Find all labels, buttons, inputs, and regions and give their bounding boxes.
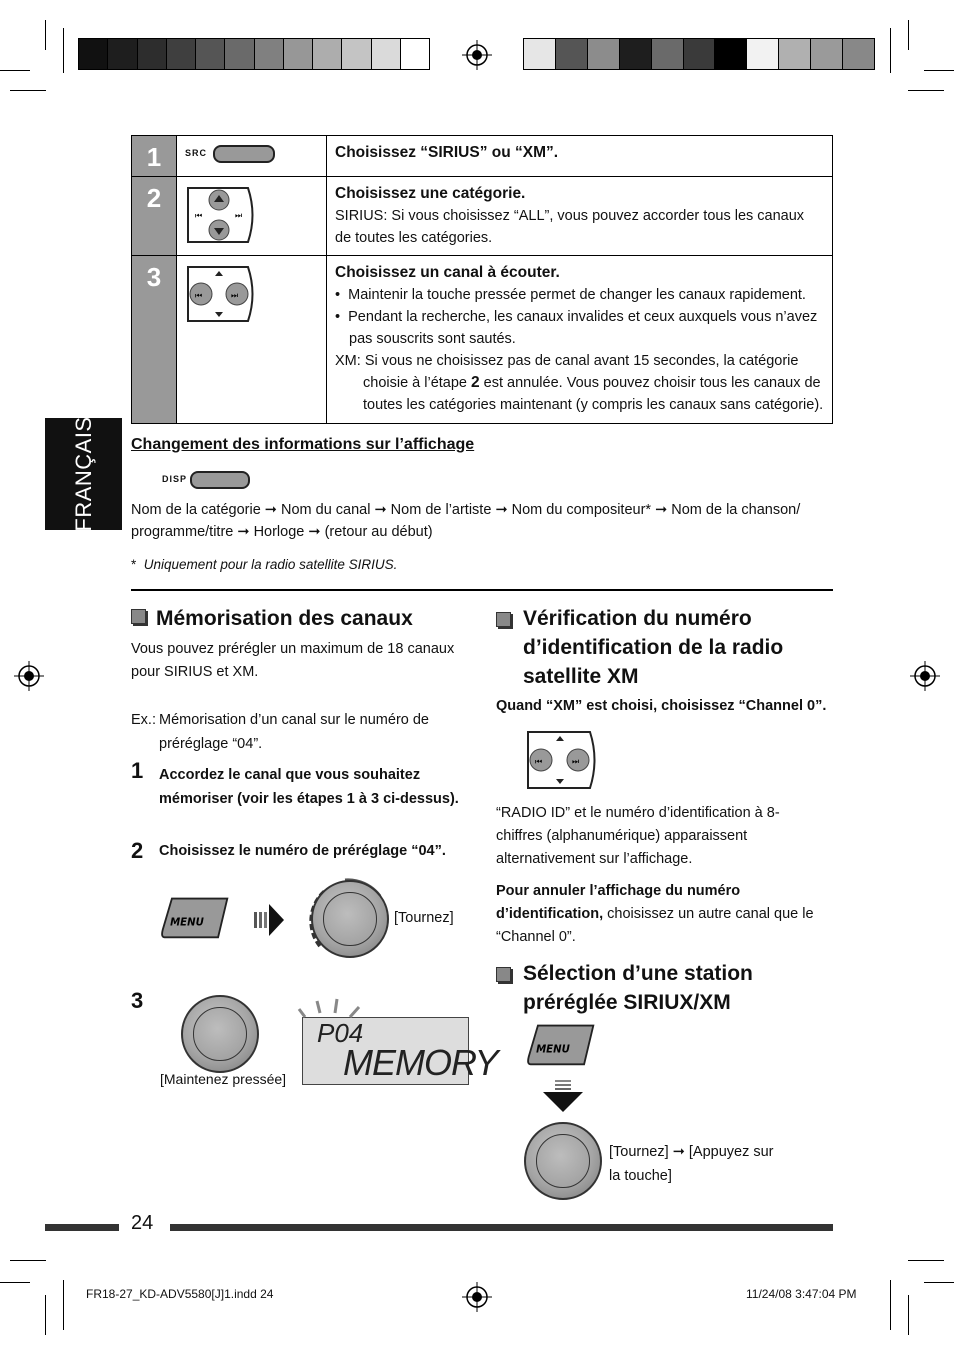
display-change-title: Changement des informations sur l’affichage <box>131 436 475 453</box>
lcd-preset: P04 <box>317 1018 364 1048</box>
color-swatch <box>652 39 684 69</box>
control-dial-icon <box>181 995 259 1073</box>
arrow-icon: ➞ <box>237 524 250 540</box>
page-bar <box>170 1224 833 1231</box>
crop-mark <box>45 1295 46 1335</box>
crop-mark <box>0 70 30 71</box>
color-swatch <box>715 39 747 69</box>
footer-file: FR18-27_KD-ADV5580[J]1.indd 24 <box>86 1287 274 1301</box>
arrow-icon: ➞ <box>308 524 321 540</box>
crop-mark <box>10 1260 46 1261</box>
control-pad-updown-icon <box>185 185 257 245</box>
registration-mark-icon <box>14 661 44 691</box>
crop-mark <box>908 90 944 91</box>
section-square-icon <box>131 609 146 624</box>
flash-rays-icon <box>295 995 375 1025</box>
page-bar <box>45 1224 119 1231</box>
color-swatch <box>524 39 556 69</box>
language-tab: FRANÇAIS <box>45 418 122 530</box>
control-pad-illustration <box>177 256 327 424</box>
arrow-icon: ➞ <box>672 1144 685 1160</box>
svg-text:⏭: ⏭ <box>235 211 243 220</box>
color-swatch <box>620 39 652 69</box>
color-calibration-bar-right <box>523 38 875 70</box>
svg-text:⏮: ⏮ <box>195 291 203 300</box>
crop-mark <box>63 1280 64 1330</box>
color-swatch <box>342 39 371 69</box>
svg-text:⏮: ⏮ <box>195 211 203 220</box>
src-button-illustration <box>177 136 327 177</box>
control-dial-icon <box>311 880 389 958</box>
menu-button-icon <box>160 893 230 941</box>
color-swatch <box>284 39 313 69</box>
right-arrow-icon <box>254 900 284 940</box>
color-calibration-bar-left <box>78 38 430 70</box>
color-swatch <box>747 39 779 69</box>
divider <box>131 589 833 591</box>
svg-text:⏮: ⏮ <box>535 757 543 766</box>
color-swatch <box>401 39 429 69</box>
svg-text:⏭: ⏭ <box>572 757 580 766</box>
lcd-memory: MEMORY <box>343 1042 498 1083</box>
color-swatch <box>588 39 620 69</box>
radio-id-text: “RADIO ID” et le numéro d’identification à 8- chiffres (alphanumérique) apparaissent alternativement sur l’affichage. <box>496 805 780 867</box>
color-swatch <box>225 39 254 69</box>
src-label: SRC <box>185 148 208 158</box>
xm-note: XM: Si vous ne choisissez pas de canal avant 15 secondes, la catégorie choisie à l’étape 2 est annulée. Vous pouvez choisir tous les canaux de toutes les catégories maintenant (y compris les canaux sans catégorie). <box>335 353 824 413</box>
display-sequence: Nom de la catégorie ➞ Nom du canal ➞ Nom de l’artiste ➞ Nom du compositeur* ➞ Nom de la chanson/ programme/titre ➞ Horloge ➞ (retour au début) <box>131 502 801 540</box>
disp-button-icon <box>190 471 250 489</box>
memo-step-number: 1 <box>131 758 144 783</box>
color-swatch <box>811 39 843 69</box>
control-pad-illustration <box>177 177 327 256</box>
memo-heading: Mémorisation des canaux <box>131 604 413 633</box>
svg-text:MENU: MENU <box>536 1044 570 1056</box>
step-number: 1 <box>132 136 177 177</box>
arrow-icon: ➞ <box>374 502 387 518</box>
step2-text: SIRIUS: Si vous choisissez “ALL”, vous pouvez accorder tous les canaux de toutes les catégories. <box>335 208 805 246</box>
color-swatch <box>313 39 342 69</box>
crop-mark <box>908 20 909 50</box>
crop-mark <box>890 28 891 73</box>
color-swatch <box>556 39 588 69</box>
registration-mark-icon <box>910 661 940 691</box>
registration-mark-icon <box>462 40 492 70</box>
crop-mark <box>0 1282 30 1283</box>
select-heading: Sélection d’une station préréglée SIRIUX/XM <box>496 959 826 1017</box>
color-swatch <box>255 39 284 69</box>
page-number: 24 <box>131 1212 154 1234</box>
control-pad-leftright-icon <box>185 264 257 324</box>
crop-mark <box>908 1295 909 1335</box>
memo-example: Ex.: Mémorisation d’un canal sur le numéro de préréglage “04”. <box>131 712 429 752</box>
registration-mark-icon <box>462 1282 492 1312</box>
color-swatch <box>196 39 225 69</box>
step-number: 2 <box>132 177 177 256</box>
svg-text:MENU: MENU <box>170 917 204 929</box>
memo-intro: Vous pouvez prérégler un maximum de 18 canaux pour SIRIUS et XM. <box>131 641 455 680</box>
crop-mark <box>924 1282 954 1283</box>
step1-title: Choisissez “SIRIUS” ou “XM”. <box>335 144 559 161</box>
control-dial-icon <box>524 1122 602 1200</box>
down-arrow-icon <box>543 1080 583 1114</box>
bullet-item: • Pendant la recherche, les canaux invalides et ceux auxquels vous n’avez pas souscrits sont sautés. <box>335 309 818 347</box>
color-swatch <box>684 39 716 69</box>
crop-mark <box>45 20 46 50</box>
color-swatch <box>843 39 874 69</box>
footnote: * Uniquement pour la radio satellite SIRIUS. <box>131 557 398 572</box>
hold-label: [Maintenez pressée] <box>160 1071 287 1087</box>
cancel-text: Pour annuler l’affichage du numéro d’identification, choisissez un autre canal que le “Channel 0”. <box>496 883 814 945</box>
color-swatch <box>167 39 196 69</box>
memo-step2: Choisissez le numéro de préréglage “04”. <box>159 843 446 859</box>
step3-title: Choisissez un canal à écouter. <box>335 264 560 281</box>
color-swatch <box>138 39 167 69</box>
memo-step-number: 3 <box>131 988 144 1013</box>
steps-table <box>131 135 833 424</box>
memo-step-number: 2 <box>131 838 144 863</box>
color-swatch <box>79 39 108 69</box>
color-swatch <box>108 39 137 69</box>
arrow-icon: ➞ <box>264 502 277 518</box>
step-number: 3 <box>132 256 177 424</box>
turn-press-label: [Tournez] ➞ [Appuyez sur la touche] <box>609 1144 774 1184</box>
crop-mark <box>63 28 64 73</box>
arrow-icon: ➞ <box>495 502 508 518</box>
section-square-icon <box>496 967 511 982</box>
memo-step1: Accordez le canal que vous souhaitez mémoriser (voir les étapes 1 à 3 ci-dessus). <box>159 767 459 807</box>
verif-heading: Vérification du numéro d’identification de la radio satellite XM <box>496 604 826 691</box>
svg-text:⏭: ⏭ <box>231 291 239 300</box>
color-swatch <box>779 39 811 69</box>
section-square-icon <box>496 612 511 627</box>
crop-mark <box>908 1260 944 1261</box>
verif-when: Quand “XM” est choisi, choisissez “Channel 0”. <box>496 698 827 714</box>
menu-button-icon <box>526 1020 596 1068</box>
arrow-icon: ➞ <box>655 502 668 518</box>
disp-label: DISP <box>162 474 188 484</box>
lcd-display <box>302 1017 498 1085</box>
crop-mark <box>10 90 46 91</box>
step2-title: Choisissez une catégorie. <box>335 185 526 202</box>
crop-mark <box>924 70 954 71</box>
crop-mark <box>890 1280 891 1330</box>
control-pad-leftright-icon <box>525 729 599 791</box>
src-button-icon <box>213 145 275 163</box>
footer-date: 11/24/08 3:47:04 PM <box>746 1287 857 1301</box>
bullet-item: • Maintenir la touche pressée permet de changer les canaux rapidement. <box>335 287 806 303</box>
turn-label: [Tournez] <box>394 910 454 926</box>
color-swatch <box>372 39 401 69</box>
